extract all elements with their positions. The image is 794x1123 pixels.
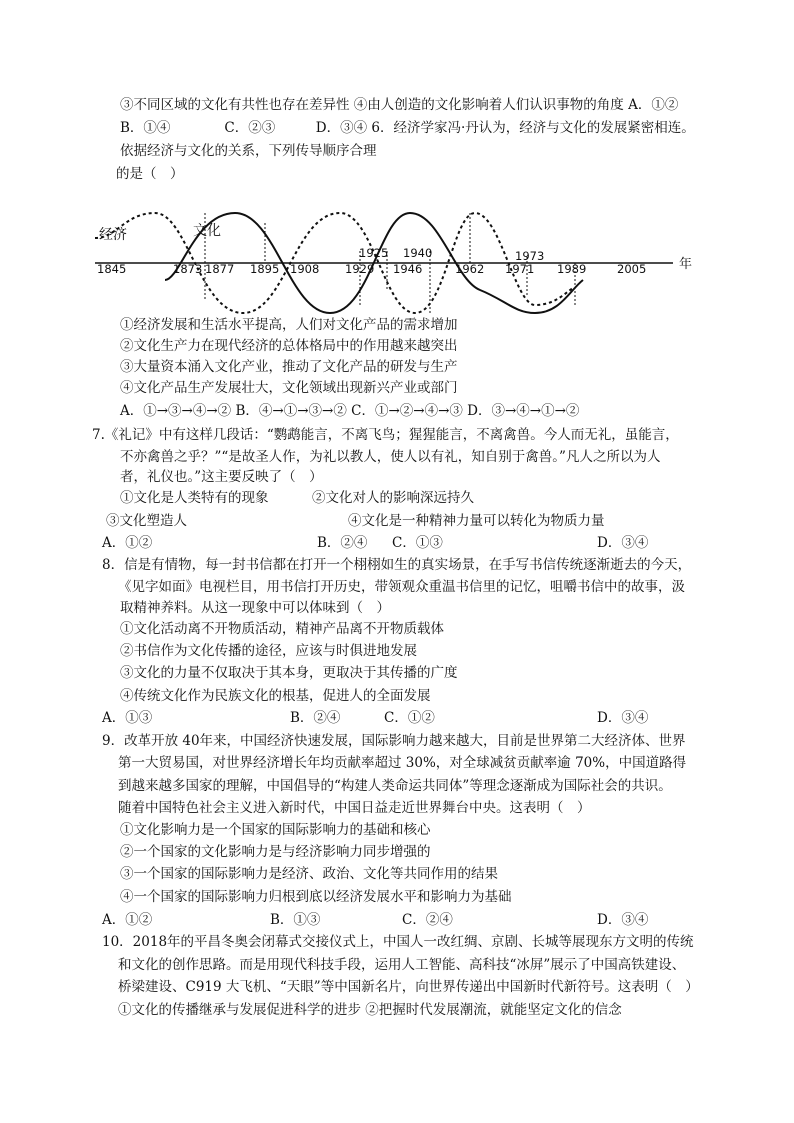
q9-option-c[interactable]: C．②④ [402, 912, 453, 928]
year-label: 1895 [250, 262, 280, 276]
q8-option-a[interactable]: A．①③ [102, 710, 153, 726]
q9-options [102, 910, 662, 930]
q7-stem-line2: 不亦禽兽之乎？”“是故圣人作，为礼以教人，使人以有礼，知自别于禽兽。”凡人之所以为人 [120, 449, 661, 465]
q8-option-d[interactable]: D．③④ [597, 710, 649, 726]
year-label: 1925 [359, 246, 389, 260]
q9-stem-line1: 9．改革开放 40年来，中国经济快速发展，国际影响力越来越大，目前是世界第二大经济体、世界 [102, 733, 686, 749]
q7-item-2: ②文化对人的影响深远持久 [312, 490, 474, 506]
year-label: 1929 [345, 262, 375, 276]
q7-option-b[interactable]: B．②④ [317, 535, 368, 551]
year-label: 1877 [205, 262, 235, 276]
q7-option-c[interactable]: C．①③ [392, 535, 443, 551]
q7-options [102, 533, 662, 553]
q9-item-1: ①文化影响力是一个国家的国际影响力的基础和核心 [120, 822, 431, 838]
year-label: 1908 [290, 262, 320, 276]
q8-stem-line3: 取精神养料。从这一现象中可以体味到（ ） [120, 600, 390, 616]
q10-stem-line2: 和文化的创作思路。而是用现代科技手段，运用人工智能、高科技“冰屏”展示了中国高铁建设、 [118, 957, 686, 973]
q9-stem-line2: 第一大贸易国，对世界经济增长年均贡献率超过 30%，对全球减贫贡献率逾 70%，中国道路得 [118, 755, 687, 771]
q5-line1: ③不同区域的文化有共性也存在差异性 ④由人创造的文化影响着人们认识事物的角度 A．①② [120, 97, 679, 113]
q6-item-1: ①经济发展和生活水平提高，人们对文化产品的需求增加 [120, 317, 458, 333]
q8-item-3: ③文化的力量不仅取决于其本身，更取决于其传播的广度 [120, 665, 458, 681]
year-label: 1946 [393, 262, 423, 276]
q9-item-3: ③一个国家的国际影响力是经济、政治、文化等共同作用的结果 [120, 866, 498, 882]
year-label: 1845 [97, 262, 127, 276]
q9-option-d[interactable]: D．③④ [597, 912, 649, 928]
q5-options-q6-stem: B．①④ C．②③ D．③④ 6．经济学家冯·丹认为，经济与文化的发展紧密相连。 [120, 120, 695, 136]
q7-stem-line3: 者，礼仪也。”这主要反映了（ ） [120, 469, 323, 485]
q8-item-2: ②书信作为文化传播的途径，应该与时俱进地发展 [120, 643, 417, 659]
axis-unit-label: 年 [679, 257, 693, 272]
q6-item-4: ④文化产品生产发展壮大，文化领域出现新兴产业或部门 [120, 380, 458, 396]
q9-item-4: ④一个国家的国际影响力归根到底以经济发展水平和影响力为基础 [120, 889, 512, 905]
q9-option-b[interactable]: B．①③ [270, 912, 321, 928]
q6-stem-line2: 依据经济与文化的关系，下列传导顺序合理 [120, 143, 377, 159]
q9-stem-line4: 随着中国特色社会主义进入新时代，中国日益走近世界舞台中央。这表明（ ） [118, 800, 591, 816]
q8-option-b[interactable]: B．②④ [290, 710, 341, 726]
q6-stem-line3: 的是（ ） [116, 166, 184, 182]
q6-item-2: ②文化生产力在现代经济的总体格局中的作用越来越突出 [120, 338, 458, 354]
q10-stem-line1: 10．2018年的平昌冬奥会闭幕式交接仪式上，中国人一改红绸、京剧、长城等展现东方文明的传统 [102, 934, 694, 950]
q8-item-4: ④传统文化作为民族文化的根基，促进人的全面发展 [120, 688, 431, 704]
q7-item-3: ③文化塑造人 [106, 513, 187, 529]
year-label: 1940 [403, 246, 433, 260]
economy-label: 经济 [99, 227, 127, 243]
year-label: 1973 [515, 249, 545, 263]
year-label: 1971 [505, 262, 535, 276]
q6-options: A．①→③→④→② B．④→①→③→② C．①→②→④→③ D．③→④→①→② [120, 403, 580, 419]
q9-stem-line3: 到越来越多国家的理解，中国倡导的“构建人类命运共同体”等理念逐渐成为国际社会的共识。 [118, 778, 672, 794]
culture-label: 文化 [193, 223, 221, 239]
q6-item-3: ③大量资本涌入文化产业，推动了文化产品的研发与生产 [120, 359, 458, 375]
q7-item-1: ①文化是人类特有的现象 [120, 490, 269, 506]
q10-stem-line4: ①文化的传播继承与发展促进科学的进步 ②把握时代发展潮流，就能坚定文化的信念 [118, 1002, 622, 1018]
q8-item-1: ①文化活动离不开物质活动，精神产品离不开物质载体 [120, 621, 444, 637]
q9-item-2: ②一个国家的文化影响力是与经济影响力同步增强的 [120, 844, 431, 860]
q7-option-a[interactable]: A．①② [102, 535, 153, 551]
q8-stem-line1: 8．信是有情物，每一封书信都在打开一个栩栩如生的真实场景，在手写书信传统逐渐逝去的今天， [102, 557, 692, 573]
q7-stem-line1: 7.《礼记》中有这样几段话：“鹦鹉能言，不离飞鸟；猩猩能言，不离禽兽。今人而无礼，虽能言， [92, 427, 679, 443]
year-label: 1962 [455, 262, 485, 276]
q7-item-4: ④文化是一种精神力量可以转化为物质力量 [348, 513, 605, 529]
q8-stem-line2: 《见字如面》电视栏目，用书信打开历史，带领观众重温书信里的记忆，咀嚼书信中的故事，汲 [118, 579, 685, 595]
economy-culture-wave-chart [95, 205, 695, 315]
year-label: 2005 [617, 262, 647, 276]
q10-stem-line3: 桥梁建设、C919 大飞机、“天眼”等中国新名片，向世界传递出中国新时代新符号。这表明（ ） [118, 979, 699, 995]
q9-option-a[interactable]: A．①② [102, 912, 153, 928]
q8-option-c[interactable]: C．①② [384, 710, 435, 726]
q8-options [102, 708, 662, 728]
year-label: 1873 [173, 262, 203, 276]
year-label: 1989 [557, 262, 587, 276]
q7-option-d[interactable]: D．③④ [597, 535, 649, 551]
